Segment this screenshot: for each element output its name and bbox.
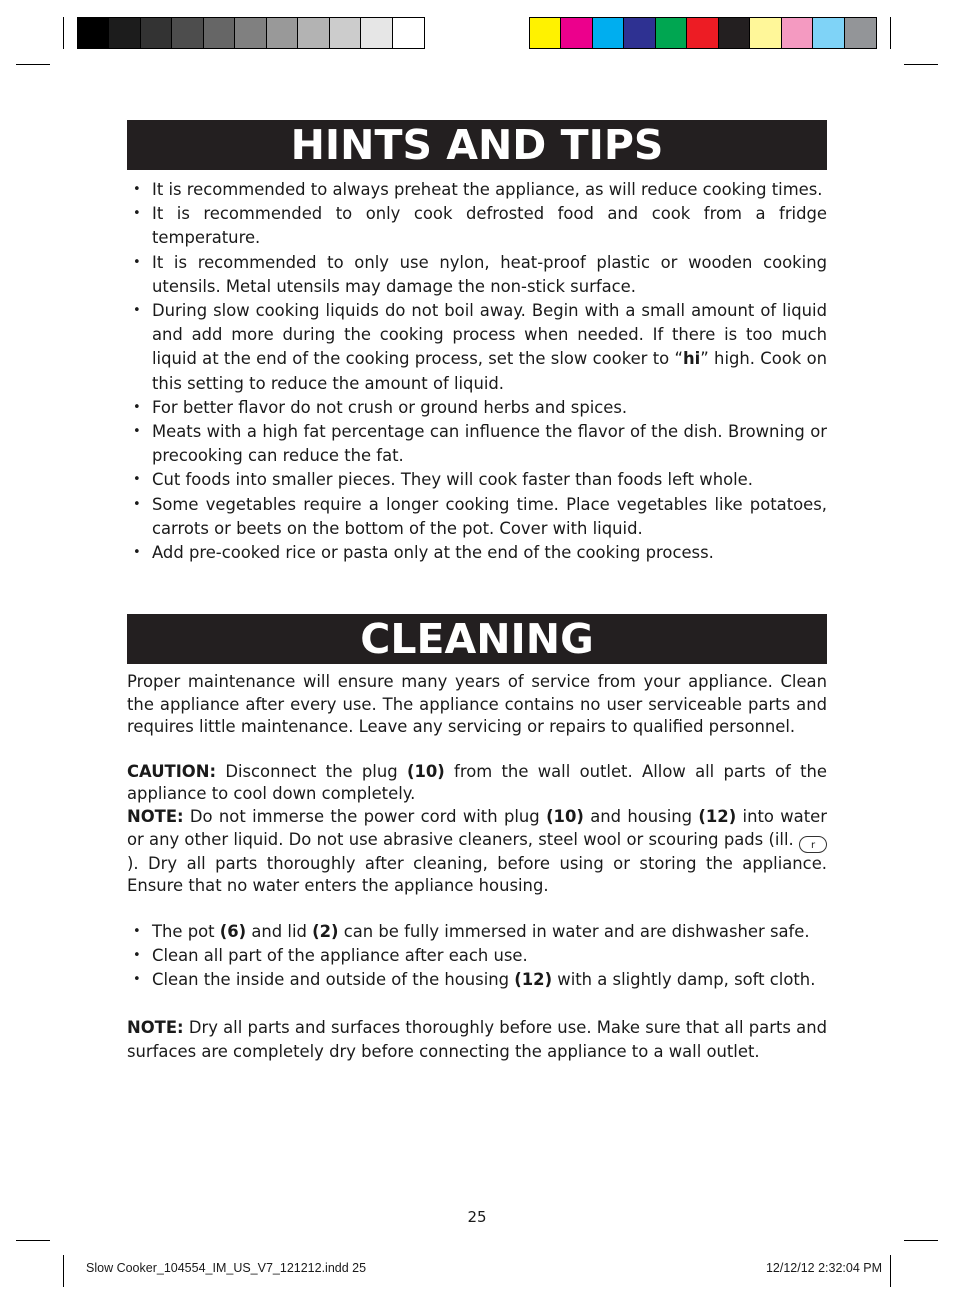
color-swatch <box>561 18 592 48</box>
hint-item <box>127 493 827 541</box>
color-swatch <box>813 18 844 48</box>
crop-mark <box>63 1255 64 1287</box>
cleaning-item <box>127 920 827 944</box>
grayscale-swatch <box>78 18 109 48</box>
hint-item <box>127 178 827 202</box>
housing-ref: (12) <box>698 806 737 826</box>
hint-text: During slow cooking liquids do not boil away. Begin with a small amount of liquid and add more during the cooking process when needed. If there is too much liquid at the end of the cooking process, set the slow cooker to “ <box>152 301 827 369</box>
note-text: Do not immerse the power cord with plug <box>183 806 547 826</box>
bullet-icon: • <box>133 254 141 270</box>
note-text: ). Dry all parts thoroughly after cleaning, before using or storing the appliance. Ensure that no water enters the appliance housing. <box>127 853 827 896</box>
color-swatch <box>782 18 813 48</box>
hint-bold-text: hi <box>682 349 701 369</box>
crop-mark <box>16 64 50 65</box>
cleaning-text: Clean all part of the appliance after each use. <box>152 945 528 965</box>
part-ref: (12) <box>514 970 553 990</box>
hint-item <box>127 299 827 396</box>
note-label: NOTE: <box>127 806 184 826</box>
bullet-icon: • <box>133 923 141 939</box>
cleaning-item <box>127 968 827 992</box>
plug-ref: (10) <box>546 806 584 826</box>
cleaning-intro: Proper maintenance will ensure many years of service from your appliance. Clean the appliance after every use. The appliance contains no user serviceable parts and requires little maintenance. Leave any servicing or repairs to qualified personnel. <box>127 672 827 737</box>
bullet-icon: • <box>133 496 141 512</box>
color-swatch <box>687 18 718 48</box>
grayscale-swatch <box>109 18 140 48</box>
hints-section <box>127 120 827 565</box>
cleaning-banner <box>127 614 827 664</box>
bullet-icon: • <box>133 424 141 440</box>
cleaning-text: can be fully immersed in water and are dishwasher safe. <box>338 921 810 941</box>
grayscale-swatch <box>330 18 361 48</box>
grayscale-swatch <box>393 18 424 48</box>
hint-item <box>127 468 827 492</box>
grayscale-swatch <box>235 18 266 48</box>
color-swatch-bar <box>529 17 877 49</box>
color-swatch <box>845 18 876 48</box>
grayscale-swatch <box>361 18 392 48</box>
hint-item <box>127 541 827 565</box>
crop-mark <box>16 1240 50 1241</box>
color-swatch <box>593 18 624 48</box>
color-swatch <box>656 18 687 48</box>
note-label: NOTE: <box>127 1018 184 1038</box>
cleaning-text: and lid <box>246 921 313 941</box>
note-text: into water or any other liquid. Do not use abrasive cleaners, steel wool or scouring pads (ill. <box>127 806 827 849</box>
plug-ref: (10) <box>406 761 445 781</box>
caution-paragraph <box>127 761 827 806</box>
bullet-icon: • <box>133 972 141 988</box>
hint-item <box>127 202 827 250</box>
bullet-icon: • <box>133 303 141 319</box>
caution-label: CAUTION: <box>127 761 217 781</box>
cleaning-text: Clean the inside and outside of the housing <box>152 970 515 990</box>
bullet-icon: • <box>133 472 141 488</box>
crop-mark <box>904 1240 938 1241</box>
hint-text: Some vegetables require a longer cooking time. Place vegetables like potatoes, carrots or beets on the bottom of the pot. Cover with liquid. <box>152 494 827 538</box>
crop-mark <box>904 64 938 65</box>
crop-mark <box>63 17 64 49</box>
hint-text: Cut foods into smaller pieces. They will cook faster than foods left whole. <box>152 470 753 490</box>
color-swatch <box>624 18 655 48</box>
illustration-ref-icon: r <box>799 836 827 853</box>
hint-item <box>127 251 827 299</box>
note-text: Dry all parts and surfaces thoroughly before use. Make sure that all parts and surfaces are completely dry before connecting the appliance to a wall outlet. <box>127 1018 827 1062</box>
cleaning-item <box>127 944 827 968</box>
hints-list <box>127 178 827 565</box>
hint-text: It is recommended to only use nylon, heat-proof plastic or wooden cooking utensils. Metal utensils may damage the non-stick surface. <box>152 252 827 296</box>
color-swatch <box>719 18 750 48</box>
crop-mark <box>890 1255 891 1287</box>
cleaning-text: The pot <box>152 921 220 941</box>
cleaning-list <box>127 920 827 993</box>
cleaning-title: CLEANING <box>360 615 594 663</box>
footer-timestamp: 12/12/12 2:32:04 PM <box>765 1261 882 1275</box>
grayscale-swatch <box>172 18 203 48</box>
note-paragraph <box>127 806 827 898</box>
part-ref: (2) <box>312 921 339 941</box>
footer-file-info: Slow Cooker_104554_IM_US_V7_121212.indd 25 <box>86 1261 367 1275</box>
hints-title: HINTS AND TIPS <box>290 121 664 169</box>
bullet-icon: • <box>133 947 141 963</box>
cleaning-section <box>127 614 827 1064</box>
bullet-icon: • <box>133 206 141 222</box>
grayscale-swatch <box>204 18 235 48</box>
color-swatch <box>530 18 561 48</box>
grayscale-swatch <box>141 18 172 48</box>
grayscale-swatch-bar <box>77 17 425 49</box>
hint-text: For better flavor do not crush or ground herbs and spices. <box>152 397 628 417</box>
hint-text: Add pre-cooked rice or pasta only at the end of the cooking process. <box>152 543 714 563</box>
hint-text: It is recommended to only cook defrosted food and cook from a fridge temperature. <box>152 204 827 248</box>
hint-text: It is recommended to always preheat the appliance, as will reduce cooking times. <box>152 180 823 199</box>
bullet-icon: • <box>133 545 141 561</box>
grayscale-swatch <box>298 18 329 48</box>
note-text: and housing <box>583 806 699 826</box>
hints-banner <box>127 120 827 170</box>
bullet-icon: • <box>133 182 141 197</box>
crop-mark <box>890 17 891 49</box>
caution-text: Disconnect the plug <box>216 761 407 781</box>
page-number: 25 <box>467 1208 487 1226</box>
hint-item <box>127 420 827 468</box>
bullet-icon: • <box>133 399 141 415</box>
caution-text: from the wall outlet. Allow all parts of the appliance to cool down completely. <box>127 761 827 804</box>
color-swatch <box>750 18 781 48</box>
grayscale-swatch <box>267 18 298 48</box>
hint-item <box>127 396 827 420</box>
hint-text: Meats with a high fat percentage can influence the flavor of the dish. Browning or precooking can reduce the fat. <box>152 422 827 466</box>
hint-text: ” high. Cook on this setting to reduce the amount of liquid. <box>152 349 827 393</box>
final-note-paragraph <box>127 1016 827 1064</box>
cleaning-text: with a slightly damp, soft cloth. <box>552 970 816 990</box>
part-ref: (6) <box>219 921 247 941</box>
